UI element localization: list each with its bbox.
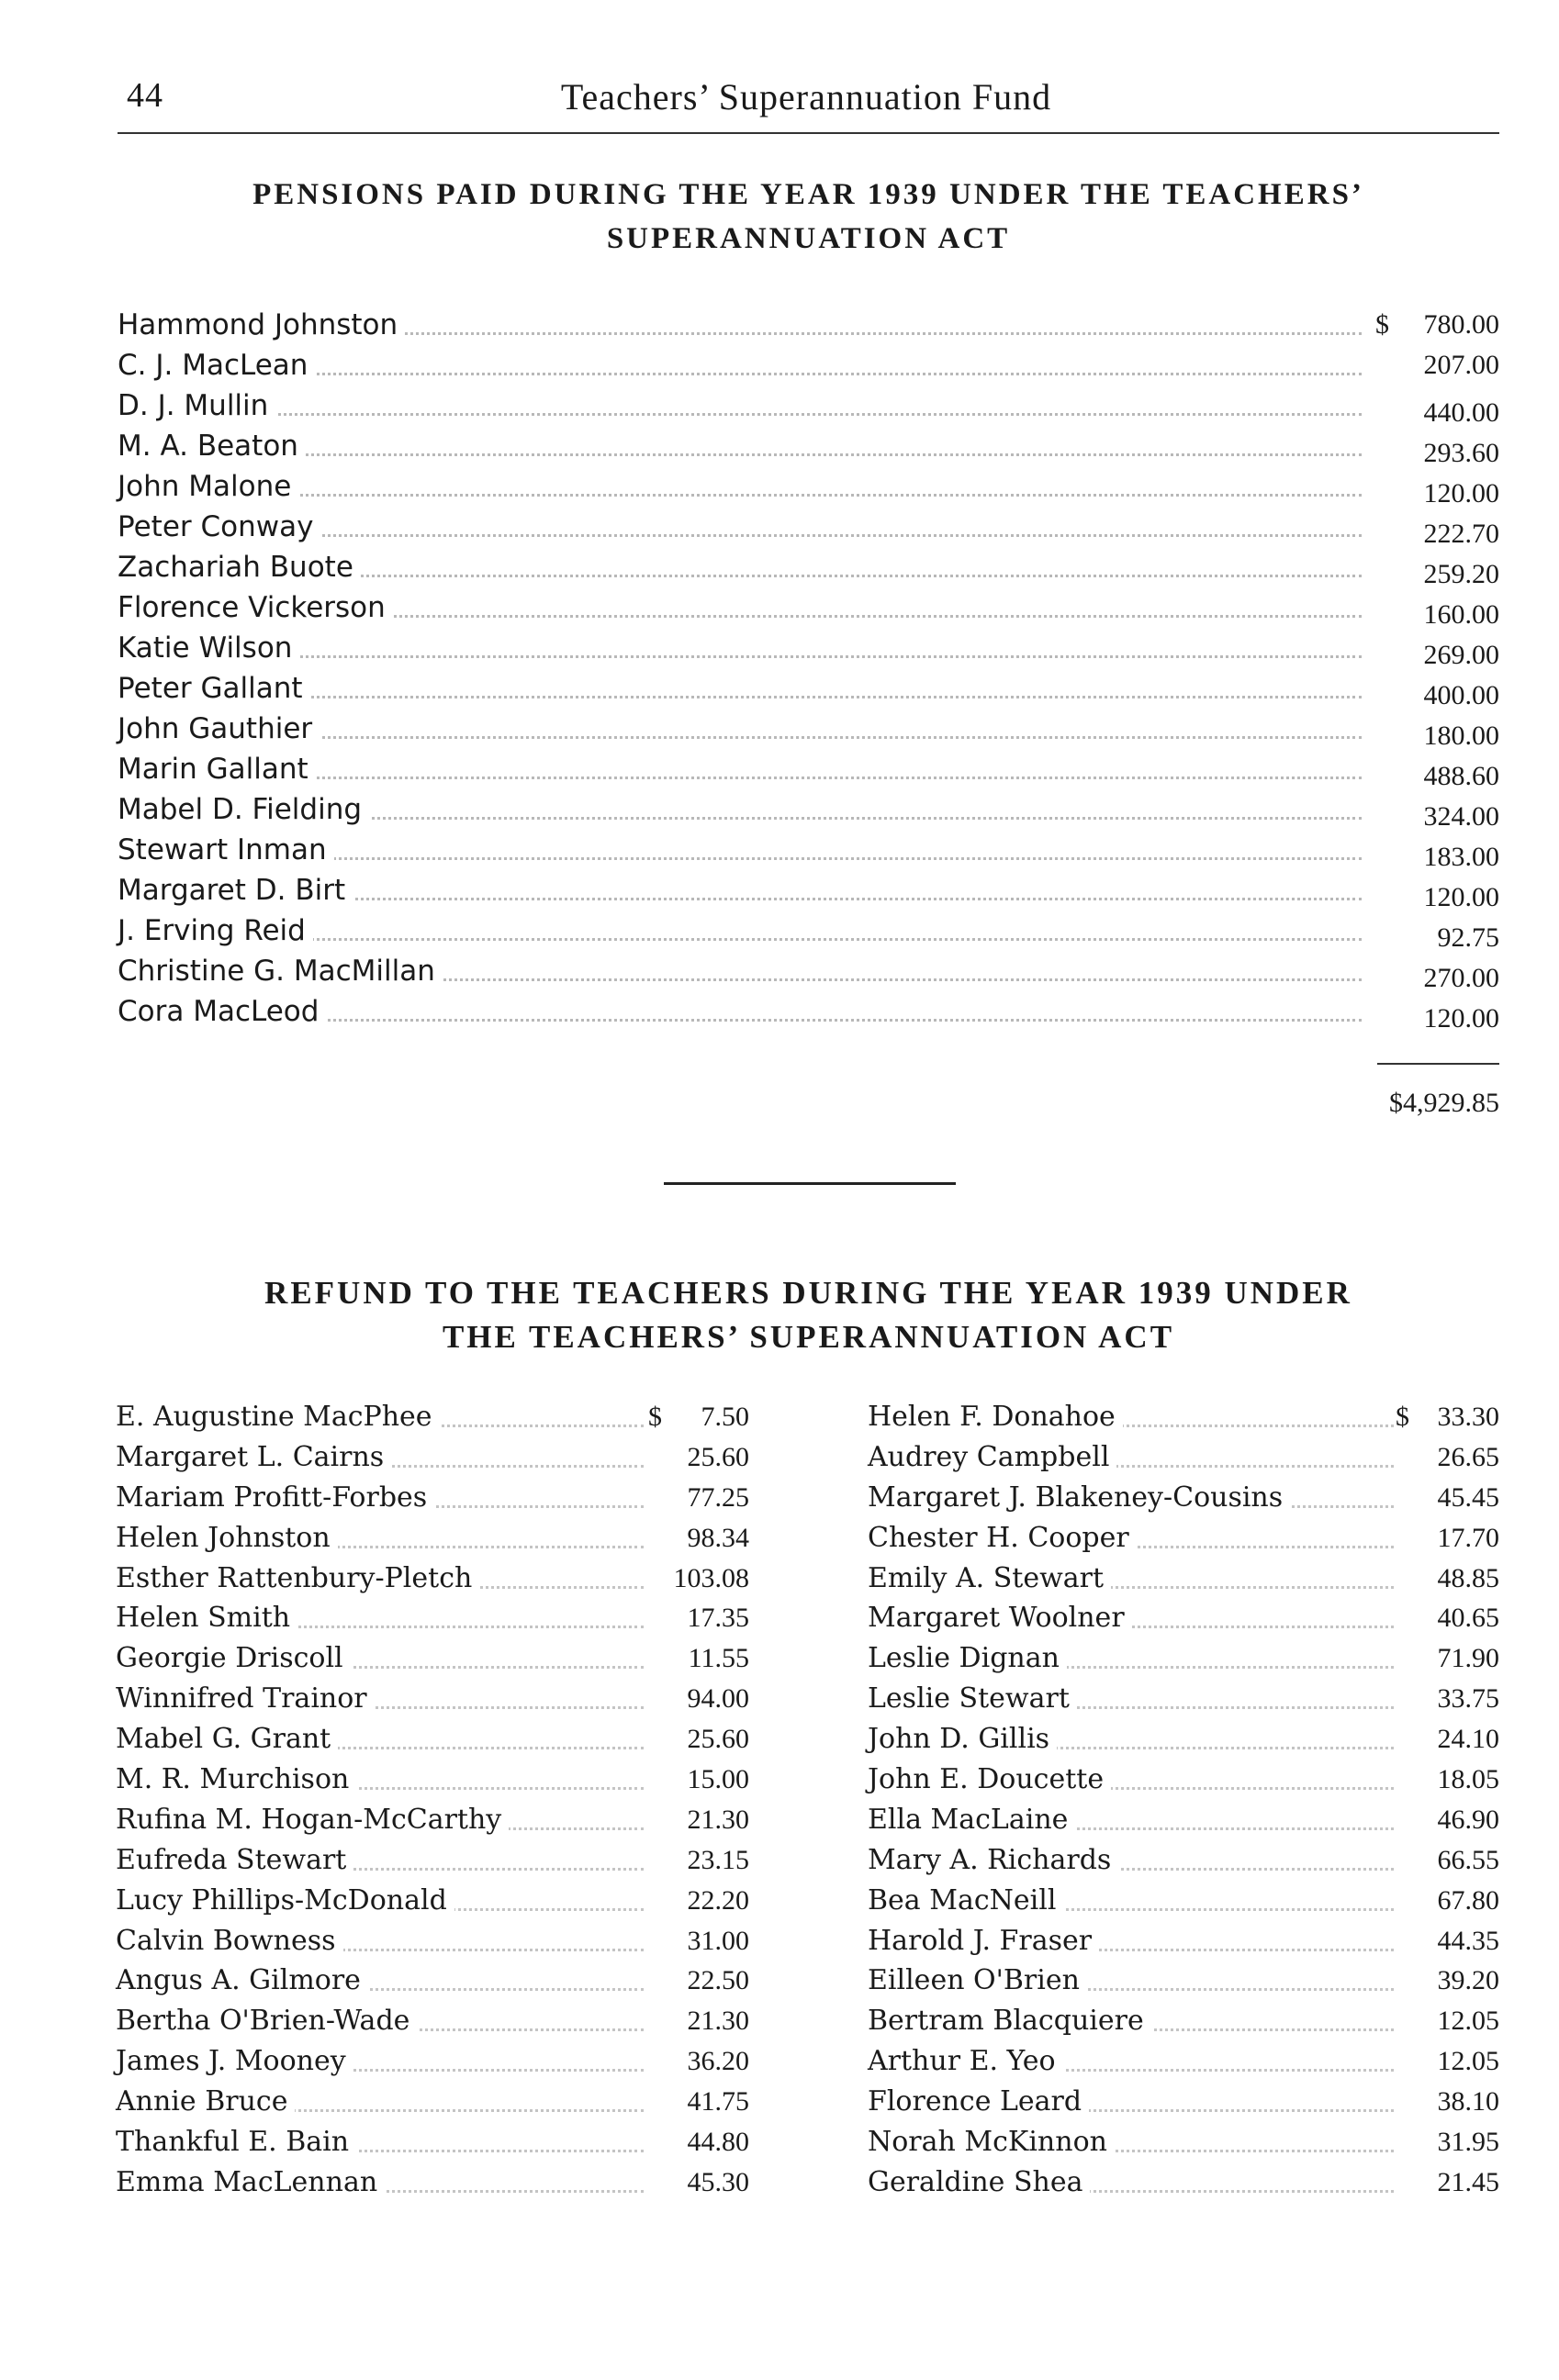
refund-name: Margaret Woolner (868, 1598, 1132, 1638)
refund-name: Mariam Profitt-Forbes (116, 1478, 434, 1518)
refund-row (116, 1719, 749, 1760)
refund-row (116, 1961, 749, 2001)
pension-amount: 269.00 (1419, 635, 1500, 676)
refund-row (116, 1921, 749, 1961)
pensions-list (118, 305, 1499, 1032)
refund-name: M. R. Murchison (116, 1760, 356, 1800)
refund-row (116, 1397, 749, 1437)
refund-amount: 39.20 (1432, 1961, 1500, 2001)
refund-name: Bertram Blacquiere (868, 2001, 1151, 2041)
refund-amount: 48.85 (1432, 1559, 1500, 1599)
refund-row (868, 2041, 1499, 2082)
refund-amount: 21.30 (682, 2001, 750, 2041)
refunds-title-line2: THE TEACHERS’ SUPERANNUATION ACT (442, 1319, 1175, 1355)
refund-name: Rufina M. Hogan-McCarthy (116, 1800, 509, 1840)
pension-name: J. Erving Reid (118, 911, 313, 951)
page-header (118, 75, 1495, 121)
pension-amount: 92.75 (1432, 918, 1500, 958)
pension-row (118, 749, 1499, 789)
refunds-title-line1: REFUND TO THE TEACHERS DURING THE YEAR 1939 UNDER (264, 1275, 1352, 1311)
pension-row (118, 345, 1499, 385)
pension-amount: 180.00 (1419, 716, 1500, 756)
refund-row (116, 2041, 749, 2082)
refund-row (868, 1679, 1499, 1719)
refund-row (868, 1559, 1499, 1599)
pension-row (118, 991, 1499, 1032)
pension-name: Zachariah Buote (118, 547, 361, 587)
refund-amount: 46.90 (1432, 1800, 1500, 1840)
refund-amount: 18.05 (1432, 1760, 1500, 1800)
refund-row (116, 2082, 749, 2122)
pension-row (118, 305, 1499, 345)
refund-amount: 11.55 (683, 1638, 749, 1679)
pension-amount: 120.00 (1419, 999, 1500, 1039)
refund-row (868, 2122, 1499, 2162)
refund-amount: 36.20 (682, 2041, 750, 2082)
refund-row (116, 1881, 749, 1921)
refund-row (868, 1961, 1499, 2001)
refund-amount: 103.08 (668, 1559, 750, 1599)
refund-name: Leslie Dignan (868, 1638, 1067, 1679)
pension-amount: 293.60 (1419, 433, 1500, 474)
refund-row (116, 1437, 749, 1478)
pension-amount: 488.60 (1419, 756, 1500, 797)
pension-amount: 120.00 (1419, 877, 1500, 918)
refund-name: Angus A. Gilmore (116, 1961, 368, 2001)
refund-amount: 17.35 (682, 1598, 750, 1638)
refund-row (116, 2162, 749, 2203)
pensions-title-line1: PENSIONS PAID DURING THE YEAR 1939 UNDER THE TEACHERS’ (252, 178, 1364, 211)
pension-name: Peter Gallant (118, 668, 310, 709)
pension-row (118, 870, 1499, 911)
pension-name: Stewart Inman (118, 830, 334, 870)
refund-name: Georgie Driscoll (116, 1638, 351, 1679)
pension-name: Katie Wilson (118, 628, 299, 668)
currency-symbol: $ (1375, 309, 1389, 340)
pension-row (118, 911, 1499, 951)
pension-row (118, 709, 1499, 749)
refund-row (116, 2122, 749, 2162)
refund-amount: 66.55 (1432, 1840, 1500, 1881)
pension-row (118, 830, 1499, 870)
refunds-title (118, 1271, 1499, 1359)
refund-amount: 12.05 (1432, 2001, 1500, 2041)
refund-name: Annie Bruce (116, 2082, 295, 2122)
refund-row (868, 1840, 1499, 1881)
refund-row (868, 2001, 1499, 2041)
pension-name: Peter Conway (118, 507, 320, 547)
section-divider (664, 1182, 956, 1185)
pension-amount: 270.00 (1419, 958, 1500, 999)
pension-amount: 259.20 (1419, 554, 1500, 595)
refund-name: Eilleen O'Brien (868, 1961, 1087, 2001)
pension-name: M. A. Beaton (118, 426, 306, 466)
refund-amount: 21.45 (1432, 2162, 1500, 2203)
pension-row (118, 789, 1499, 830)
refund-amount: 33.30 (1432, 1397, 1500, 1437)
refund-amount: 17.70 (1432, 1518, 1500, 1559)
pension-name: Florence Vickerson (118, 587, 393, 628)
refund-amount: 44.35 (1432, 1921, 1500, 1961)
refund-name: Helen Johnston (116, 1518, 338, 1559)
pension-name: Margaret D. Birt (118, 870, 353, 911)
refund-name: Arthur E. Yeo (868, 2041, 1063, 2082)
refund-name: Esther Rattenbury-Pletch (116, 1559, 479, 1599)
refund-name: Helen F. Donahoe (868, 1397, 1123, 1437)
refund-amount: 12.05 (1432, 2041, 1500, 2082)
refund-amount: 25.60 (682, 1437, 750, 1478)
total-rule (1377, 1063, 1499, 1065)
refund-amount: 33.75 (1432, 1679, 1500, 1719)
refund-amount: 15.00 (682, 1760, 750, 1800)
refund-amount: 94.00 (682, 1679, 750, 1719)
pension-row (118, 466, 1499, 507)
refund-amount: 45.30 (682, 2162, 750, 2203)
refund-name: Bea MacNeill (868, 1881, 1063, 1921)
leader-dots (118, 655, 1362, 658)
refund-name: Harold J. Fraser (868, 1921, 1099, 1961)
refund-name: Mary A. Richards (868, 1840, 1118, 1881)
refund-name: Emma MacLennan (116, 2162, 385, 2203)
refund-amount: 67.80 (1432, 1881, 1500, 1921)
refund-name: Margaret J. Blakeney-Cousins (868, 1478, 1290, 1518)
refund-row (868, 1638, 1499, 1679)
pension-amount: 780.00 (1419, 305, 1500, 345)
refund-row (116, 1679, 749, 1719)
pensions-title (118, 173, 1499, 261)
refund-row (116, 1478, 749, 1518)
refund-amount: 38.10 (1432, 2082, 1500, 2122)
pension-amount: 207.00 (1419, 345, 1500, 385)
pension-amount: 183.00 (1419, 837, 1500, 877)
refund-row (116, 1840, 749, 1881)
pension-amount: 120.00 (1419, 474, 1500, 514)
refund-amount: 7.50 (696, 1397, 750, 1437)
refund-row (868, 1518, 1499, 1559)
refund-name: James J. Mooney (116, 2041, 353, 2082)
pension-amount: 160.00 (1419, 595, 1500, 635)
refund-name: Geraldine Shea (868, 2162, 1090, 2203)
refund-row (868, 1719, 1499, 1760)
header-rule (118, 132, 1499, 134)
refund-row (868, 2162, 1499, 2203)
refund-row (868, 1598, 1499, 1638)
refund-name: Chester H. Cooper (868, 1518, 1137, 1559)
refund-amount: 98.34 (682, 1518, 750, 1559)
leader-dots (118, 413, 1362, 416)
refund-row (868, 1760, 1499, 1800)
pension-row (118, 547, 1499, 587)
refund-row (116, 1800, 749, 1840)
pension-name: Cora MacLeod (118, 991, 326, 1032)
currency-symbol: $ (1396, 1402, 1409, 1432)
refund-name: Emily A. Stewart (868, 1559, 1111, 1599)
pension-name: D. J. Mullin (118, 385, 275, 426)
refund-amount: 45.45 (1432, 1478, 1500, 1518)
pension-name: Hammond Johnston (118, 305, 405, 345)
pension-name: John Malone (118, 466, 298, 507)
refund-name: Leslie Stewart (868, 1679, 1077, 1719)
pension-row (118, 426, 1499, 466)
refund-name: Ella MacLaine (868, 1800, 1075, 1840)
refund-name: Helen Smith (116, 1598, 297, 1638)
pension-name: John Gauthier (118, 709, 320, 749)
refunds-right-column (868, 1397, 1499, 2203)
refund-row (116, 1760, 749, 1800)
refund-name: Eufreda Stewart (116, 1840, 353, 1881)
pension-row (118, 668, 1499, 709)
leader-dots (118, 494, 1362, 497)
pension-amount: 440.00 (1419, 393, 1500, 433)
refund-row (868, 1478, 1499, 1518)
refunds-left-column (116, 1397, 749, 2203)
pension-name: Christine G. MacMillan (118, 951, 443, 991)
refund-row (868, 1800, 1499, 1840)
refund-name: Norah McKinnon (868, 2122, 1115, 2162)
refund-amount: 31.95 (1432, 2122, 1500, 2162)
pension-row (118, 628, 1499, 668)
pension-row (118, 587, 1499, 628)
pension-row (118, 951, 1499, 991)
refund-amount: 44.80 (682, 2122, 750, 2162)
pension-name: Mabel D. Fielding (118, 789, 369, 830)
refund-name: Audrey Campbell (868, 1437, 1116, 1478)
refund-name: Margaret L. Cairns (116, 1437, 391, 1478)
refund-name: E. Augustine MacPhee (116, 1397, 440, 1437)
refund-row (868, 1881, 1499, 1921)
refund-name: Thankful E. Bain (116, 2122, 356, 2162)
refund-amount: 26.65 (1432, 1437, 1500, 1478)
refund-row (868, 1437, 1499, 1478)
refund-amount: 41.75 (682, 2082, 750, 2122)
refund-amount: 40.65 (1432, 1598, 1500, 1638)
refund-amount: 21.30 (682, 1800, 750, 1840)
refund-name: Calvin Bowness (116, 1921, 343, 1961)
refund-name: John E. Doucette (868, 1760, 1111, 1800)
refund-name: Winnifred Trainor (116, 1679, 375, 1719)
refund-amount: 22.50 (682, 1961, 750, 2001)
page-number: 44 (127, 76, 163, 115)
pension-name: C. J. MacLean (118, 345, 315, 385)
pension-row (118, 385, 1499, 426)
pension-amount: 324.00 (1419, 797, 1500, 837)
refund-amount: 22.20 (682, 1881, 750, 1921)
refund-amount: 71.90 (1432, 1638, 1500, 1679)
refund-row (868, 1397, 1499, 1437)
refund-row (868, 1921, 1499, 1961)
currency-symbol: $ (648, 1402, 662, 1432)
pension-amount: 222.70 (1419, 514, 1500, 554)
pensions-total: $4,929.85 (1389, 1088, 1499, 1118)
refund-row (116, 1518, 749, 1559)
pension-row (118, 507, 1499, 547)
refund-amount: 25.60 (682, 1719, 750, 1760)
pensions-title-line2: SUPERANNUATION ACT (606, 222, 1011, 255)
pension-amount: 400.00 (1419, 676, 1500, 716)
refund-name: Mabel G. Grant (116, 1719, 338, 1760)
running-title: Teachers’ Superannuation Fund (560, 76, 1052, 117)
pension-name: Marin Gallant (118, 749, 316, 789)
refund-name: Lucy Phillips-McDonald (116, 1881, 454, 1921)
refund-row (116, 1598, 749, 1638)
refund-amount: 23.15 (682, 1840, 750, 1881)
refund-name: Florence Leard (868, 2082, 1089, 2122)
refund-amount: 24.10 (1432, 1719, 1500, 1760)
refund-row (116, 1638, 749, 1679)
refund-name: John D. Gillis (868, 1719, 1057, 1760)
refund-row (868, 2082, 1499, 2122)
refund-amount: 31.00 (682, 1921, 750, 1961)
refund-row (116, 1559, 749, 1599)
refund-name: Bertha O'Brien-Wade (116, 2001, 417, 2041)
refund-row (116, 2001, 749, 2041)
refund-amount: 77.25 (682, 1478, 750, 1518)
